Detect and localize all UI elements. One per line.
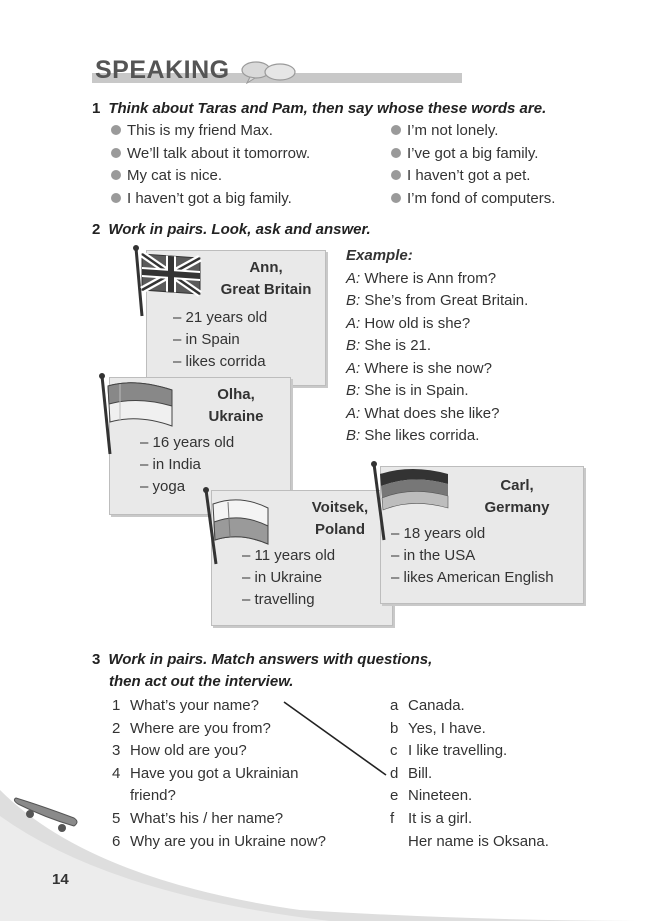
list-item: I haven’t got a pet. <box>391 167 555 190</box>
example-dialogue <box>346 245 528 448</box>
page-number: 14 <box>52 871 69 888</box>
question-row: 5 What’s his / her name? <box>112 810 284 827</box>
answer-row: a Canada. <box>390 697 465 714</box>
list-item: I’ve got a big family. <box>391 145 555 168</box>
bullet-icon <box>111 125 121 135</box>
task2-number: 2 <box>92 221 101 238</box>
ukraine-flag-icon <box>94 372 180 456</box>
card-olha-facts: – 16 years old – in India – yoga <box>140 434 235 495</box>
bullet-icon <box>391 170 401 180</box>
answer-row: b Yes, I have. <box>390 720 486 737</box>
dialogue-line: B: She’s from Great Britain. <box>346 292 529 309</box>
dialogue-line: A: How old is she? <box>346 314 471 332</box>
bullet-icon <box>391 193 401 203</box>
example-heading: Example: <box>346 247 413 264</box>
dialogue-line: B: She likes corrida. <box>346 427 480 444</box>
question-row: 1 What’s your name? <box>112 697 259 714</box>
dialogue-line: B: She is 21. <box>346 337 432 354</box>
speech-bubbles-icon <box>240 60 300 84</box>
task3-number: 3 <box>92 651 101 668</box>
bullet-icon <box>111 170 121 180</box>
card-ann-facts: – 21 years old – in Spain – likes corrida <box>173 309 268 370</box>
bullet-icon <box>391 125 401 135</box>
card-olha-title: Olha, Ukraine <box>208 386 264 425</box>
list-item: My cat is nice. <box>111 167 310 190</box>
germany-flag-icon <box>366 460 456 542</box>
section-title: SPEAKING <box>95 56 230 84</box>
task2-instruction: 2 Work in pairs. Look, ask and answer. <box>92 221 371 238</box>
answer-row: c I like travelling. <box>390 742 508 759</box>
answer-row: f It is a girl. <box>390 810 473 827</box>
list-item: We’ll talk about it tomorrow. <box>111 145 310 168</box>
task1-right-list <box>391 122 555 212</box>
task1-instruction: 1 Think about Taras and Pam, then say whose these words are. <box>92 100 547 117</box>
dialogue-line: A: What does she like? <box>346 404 500 422</box>
list-item: I haven’t got a big family. <box>111 190 310 213</box>
uk-flag-icon <box>128 244 208 320</box>
bullet-icon <box>111 148 121 158</box>
answer-row: Her name is Oksana. <box>408 833 549 850</box>
task3-instruction: 3 Work in pairs. Match answers with questions, then act out the interview. <box>92 651 433 690</box>
answer-row: d Bill. <box>390 765 433 782</box>
list-item: I’m not lonely. <box>391 122 555 145</box>
bullet-icon <box>111 193 121 203</box>
question-row: 3 How old are you? <box>112 742 247 759</box>
dialogue-line: A: Where is she now? <box>346 359 492 377</box>
question-row: 2 Where are you from? <box>112 720 271 737</box>
card-ann-title: Ann, Great Britain <box>220 259 312 298</box>
list-item: I’m fond of computers. <box>391 190 555 213</box>
question-row: 6 Why are you in Ukraine now? <box>112 833 326 850</box>
card-voitsek-facts: – 11 years old – in Ukraine – travelling <box>242 547 336 608</box>
task1-left-list <box>111 122 310 212</box>
card-carl-title: Carl, Germany <box>484 477 550 516</box>
task1-number: 1 <box>92 100 101 117</box>
card-carl-facts: – 18 years old – in the USA – likes American English <box>391 525 554 586</box>
question-row: 4 Have you got a Ukrainian <box>112 765 299 782</box>
answer-row: e Nineteen. <box>390 787 473 804</box>
question-row: friend? <box>130 787 176 804</box>
page-corner-decoration <box>0 760 652 921</box>
dialogue-line: A: Where is Ann from? <box>346 269 497 287</box>
poland-flag-icon <box>198 486 278 566</box>
dialogue-line: B: She is in Spain. <box>346 382 469 399</box>
card-voitsek-title: Voitsek, Poland <box>311 499 369 538</box>
bullet-icon <box>391 148 401 158</box>
skateboard-icon <box>12 788 82 834</box>
list-item: This is my friend Max. <box>111 122 310 145</box>
